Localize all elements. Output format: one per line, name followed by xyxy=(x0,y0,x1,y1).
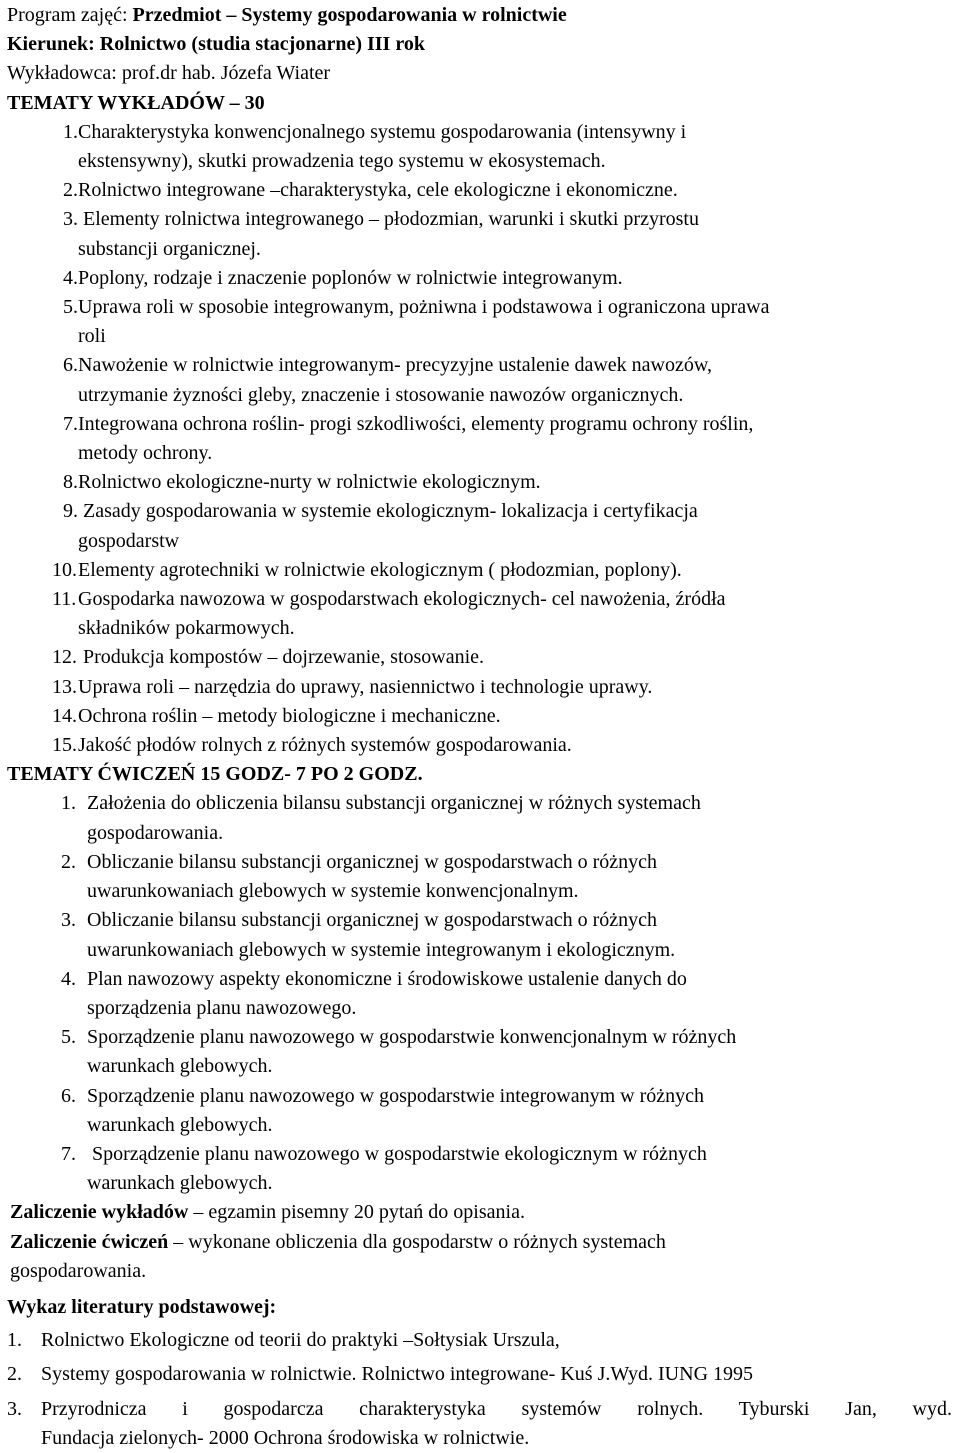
exercises-assessment xyxy=(7,1228,952,1286)
exercises-section xyxy=(7,789,952,1198)
lecture-text-line: składników pokarmowych. xyxy=(78,617,295,640)
exercise-number: 6. xyxy=(61,1084,76,1107)
lecture-text xyxy=(78,410,952,468)
exercises-heading xyxy=(7,760,952,789)
exercise-number: 1. xyxy=(61,792,76,815)
exercise-number: 2. xyxy=(61,850,76,873)
exercise-item xyxy=(13,789,952,847)
exercise-text-line: sporządzenia planu nawozowego. xyxy=(87,996,357,1019)
lecture-text xyxy=(78,118,952,176)
lecture-text-line: Integrowana ochrona roślin- progi szkodliwości, elementy programu ochrony roślin, xyxy=(78,412,754,435)
lecture-text-line: metody ochrony. xyxy=(78,442,213,465)
lecture-number: 11. xyxy=(52,588,77,611)
exercises-assessment-text-2: gospodarowania. xyxy=(10,1259,147,1282)
literature-number: 3. xyxy=(7,1397,22,1420)
exercises-heading-text: TEMATY ĆWICZEŃ 15 GODZ- 7 PO 2 GODZ. xyxy=(7,763,423,786)
lecture-number: 15. xyxy=(52,734,77,757)
lecture-text-line: Charakterystyka konwencjonalnego systemu gospodarowania (intensywny i xyxy=(78,120,687,143)
lectures-assessment-text: – egzamin pisemny 20 pytań do opisania. xyxy=(188,1201,525,1224)
exercise-item xyxy=(13,1023,952,1081)
lecture-item xyxy=(14,468,952,497)
exercises-assessment-text: – wykonane obliczenia dla gospodarstw o różnych systemach xyxy=(168,1230,666,1253)
exercise-item xyxy=(13,848,952,906)
literature-heading-text: Wykaz literatury podstawowej: xyxy=(7,1295,277,1318)
lectures-list xyxy=(14,118,952,760)
lecture-item xyxy=(14,497,952,555)
exercise-item xyxy=(13,906,952,964)
lecture-number: 5. xyxy=(63,296,78,319)
program-line xyxy=(7,1,952,30)
lecture-number: 14. xyxy=(52,704,77,727)
literature-item xyxy=(7,1360,952,1389)
direction-text: Kierunek: Rolnictwo (studia stacjonarne) III rok xyxy=(7,33,425,56)
lectures-heading-text: TEMATY WYKŁADÓW – 30 xyxy=(7,91,265,114)
lecture-item xyxy=(14,410,952,468)
lecture-number: 10. xyxy=(52,558,77,581)
lecture-text-line: ekstensywny), skutki prowadzenia tego systemu w ekosystemach. xyxy=(78,150,606,173)
lectures-assessment-label: Zaliczenie wykładów xyxy=(10,1201,189,1224)
lecture-text xyxy=(78,176,952,205)
exercise-text-line: warunkach glebowych. xyxy=(87,1113,273,1136)
exercise-text xyxy=(87,1082,952,1140)
lecture-number: 13. xyxy=(52,675,77,698)
exercise-text-line: uwarunkowaniach glebowych w systemie integrowanym i ekologicznym. xyxy=(87,938,676,961)
lecture-text-line: utrzymanie żyzności gleby, znaczenie i stosowanie nawozów organicznych. xyxy=(78,383,684,406)
exercise-text-line: gospodarowania. xyxy=(87,821,224,844)
exercise-text xyxy=(87,965,952,1023)
exercise-number: 5. xyxy=(61,1026,76,1049)
literature-text-line: Fundacja zielonych- 2000 Ochrona środowiska w rolnictwie. xyxy=(41,1426,530,1449)
lectures-section xyxy=(7,118,952,760)
lecture-text xyxy=(78,264,952,293)
exercise-text-line: uwarunkowaniach glebowych w systemie konwencjonalnym. xyxy=(87,880,579,903)
lecture-text-line: Jakość płodów rolnych z różnych systemów gospodarowania. xyxy=(78,734,572,757)
lecture-number: 2. xyxy=(63,179,78,202)
lecturer-line: Wykładowca: prof.dr hab. Józefa Wiater xyxy=(7,62,331,85)
literature-text-line: Systemy gospodarowania w rolnictwie. Rolnictwo integrowane- Kuś J.Wyd. IUNG 1995 xyxy=(41,1363,754,1386)
lecture-text xyxy=(78,702,952,731)
lecture-text xyxy=(78,585,952,643)
exercise-text xyxy=(87,789,952,847)
lecture-item xyxy=(14,585,952,643)
exercise-text-line: Sporządzenie planu nawozowego w gospodarstwie ekologicznym w różnych xyxy=(87,1142,707,1165)
lecture-number: 3. xyxy=(63,208,78,231)
direction-line xyxy=(7,30,952,59)
lecture-text-line: Nawożenie w rolnictwie integrowanym- precyzyjne ustalenie dawek nawozów, xyxy=(78,354,713,377)
exercise-item xyxy=(13,1082,952,1140)
lectures-heading xyxy=(7,89,952,118)
exercise-text-line: Założenia do obliczenia bilansu substancji organicznej w różnych systemach xyxy=(87,792,701,815)
lecture-item xyxy=(14,264,952,293)
literature-text xyxy=(41,1395,952,1453)
exercise-number: 4. xyxy=(61,967,76,990)
exercise-text-line: Sporządzenie planu nawozowego w gospodarstwie konwencjonalnym w różnych xyxy=(87,1026,737,1049)
exercise-text-line: Obliczanie bilansu substancji organicznej w gospodarstwach o różnych xyxy=(87,850,658,873)
lecture-item xyxy=(14,118,952,176)
lecture-text xyxy=(78,673,952,702)
lecture-text xyxy=(78,731,952,760)
lecture-text-line: Ochrona roślin – metody biologiczne i mechaniczne. xyxy=(78,704,501,727)
exercise-text xyxy=(87,848,952,906)
exercise-number: 7. xyxy=(61,1142,76,1165)
lecture-text-line: Poplony, rodzaje i znaczenie poplonów w rolnictwie integrowanym. xyxy=(78,266,623,289)
literature-heading xyxy=(7,1293,952,1322)
exercise-number: 3. xyxy=(61,909,76,932)
literature-item xyxy=(7,1326,952,1355)
literature-list xyxy=(7,1326,952,1453)
exercise-item xyxy=(13,965,952,1023)
lecture-text xyxy=(78,643,952,672)
literature-text-line: Rolnictwo Ekologiczne od teorii do praktyki –Sołtysiak Urszula, xyxy=(41,1329,560,1352)
lecture-item xyxy=(14,351,952,409)
literature-number: 1. xyxy=(7,1329,22,1352)
lecture-number: 12. xyxy=(52,646,77,669)
literature-number: 2. xyxy=(7,1363,22,1386)
lecture-text xyxy=(78,468,952,497)
lecture-text-line: Produkcja kompostów – dojrzewanie, stosowanie. xyxy=(78,646,485,669)
literature-text xyxy=(41,1326,952,1355)
lecture-text-line: roli xyxy=(78,325,106,348)
lecture-item xyxy=(14,176,952,205)
literature-text-line: Przyrodnicza i gospodarcza charakterystyka systemów rolnych. Tyburski Jan, wyd. xyxy=(41,1397,952,1420)
program-label: Program zajęć: xyxy=(7,4,133,26)
lecture-text xyxy=(78,497,952,555)
exercise-text-line: warunkach glebowych. xyxy=(87,1055,273,1078)
lecture-number: 8. xyxy=(63,471,78,494)
lecture-number: 4. xyxy=(63,266,78,289)
lecture-item xyxy=(14,643,952,672)
lecture-text-line: Elementy rolnictwa integrowanego – płodozmian, warunki i skutki przyrostu xyxy=(78,208,699,231)
lecture-text-line: Uprawa roli – narzędzia do uprawy, nasiennictwo i technologie uprawy. xyxy=(78,675,653,698)
exercises-list xyxy=(13,789,952,1198)
lecture-text xyxy=(78,205,952,263)
lecture-text-line: gospodarstw xyxy=(78,529,180,552)
lecture-item xyxy=(14,293,952,351)
lectures-assessment xyxy=(7,1198,952,1227)
exercise-text xyxy=(87,906,952,964)
lecture-text-line: Rolnictwo integrowane –charakterystyka, cele ekologiczne i ekonomiczne. xyxy=(78,179,678,202)
exercises-assessment-label: Zaliczenie ćwiczeń xyxy=(10,1230,169,1253)
lecture-text xyxy=(78,351,952,409)
lecture-number: 7. xyxy=(63,412,78,435)
lecture-item xyxy=(14,556,952,585)
lecture-item xyxy=(14,673,952,702)
exercise-text xyxy=(87,1023,952,1081)
lecture-number: 6. xyxy=(63,354,78,377)
lecture-text xyxy=(78,556,952,585)
literature-item xyxy=(7,1395,952,1453)
exercise-text xyxy=(87,1140,952,1198)
lecture-item xyxy=(14,731,952,760)
program-value: Przedmiot – Systemy gospodarowania w rolnictwie xyxy=(132,4,567,26)
literature-text xyxy=(41,1360,952,1389)
lecture-number: 9. xyxy=(63,500,78,523)
lecture-text-line: substancji organicznej. xyxy=(78,237,261,260)
lecture-text-line: Gospodarka nawozowa w gospodarstwach ekologicznych- cel nawożenia, źródła xyxy=(78,588,726,611)
lecture-text-line: Uprawa roli w sposobie integrowanym, pożniwna i podstawowa i ograniczona uprawa xyxy=(78,296,770,319)
lecture-text-line: Rolnictwo ekologiczne-nurty w rolnictwie ekologicznym. xyxy=(78,471,541,494)
lecture-text-line: Elementy agrotechniki w rolnictwie ekologicznym ( płodozmian, poplony). xyxy=(78,558,682,581)
exercise-text-line: Plan nawozowy aspekty ekonomiczne i środowiskowe ustalenie danych do xyxy=(87,967,687,990)
exercise-text-line: Sporządzenie planu nawozowego w gospodarstwie integrowanym w różnych xyxy=(87,1084,705,1107)
lecture-text xyxy=(78,293,952,351)
lecture-number: 1. xyxy=(63,120,78,143)
exercise-text-line: Obliczanie bilansu substancji organicznej w gospodarstwach o różnych xyxy=(87,909,658,932)
exercise-item xyxy=(13,1140,952,1198)
lecture-text-line: Zasady gospodarowania w systemie ekologicznym- lokalizacja i certyfikacja xyxy=(78,500,698,523)
exercise-text-line: warunkach glebowych. xyxy=(87,1172,273,1195)
lecture-item xyxy=(14,205,952,263)
lecture-item xyxy=(14,702,952,731)
